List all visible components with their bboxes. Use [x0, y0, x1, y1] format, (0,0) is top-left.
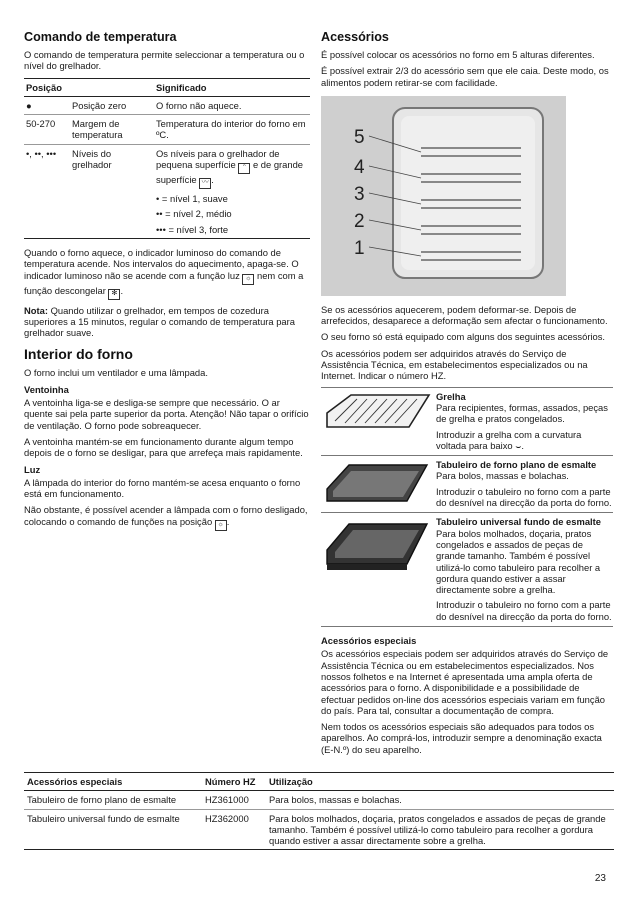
heading-accessories: Acessórios	[321, 30, 389, 44]
accessory-note: Introduzir a grelha com a curvatura voltada para baixo ⌣.	[436, 428, 582, 451]
accessory-desc: Para bolos, massas e bolachas.	[436, 470, 569, 482]
level-label: 3	[354, 183, 365, 205]
header-accessory: Acessórios especiais	[24, 773, 202, 791]
heading-temperature-control: Comando de temperatura	[24, 30, 177, 44]
cell-usage: Para bolos, massas e bolachas.	[266, 791, 614, 809]
table-header-row	[24, 773, 614, 791]
grill-level-3: ••• = nível 3, forte	[156, 223, 229, 235]
cell-name: Níveis do grelhador	[70, 144, 154, 238]
temperature-table	[24, 78, 310, 239]
cell-desc: O forno não aquece.	[154, 96, 310, 114]
cell-desc: Os níveis para o grelhador de pequena superfície ᵔ e de grande superfície 〰 . • = nível 1, suave •• = nível 2, médio ••• = nível 3, forte	[154, 144, 310, 238]
header-meaning: Significado	[154, 78, 310, 96]
cell-usage: Para bolos molhados, doçaria, pratos congelados e assados de peças de grande tamanho. Também é possível utilizá-lo como tabuleiro para recolher a gordura quando estiver a assar directamente sobre a grelha.	[266, 809, 614, 850]
paragraph-special-2: Nem todos os acessórios especiais são adequados para todos os aparelhos. Ao comprá-los, introduzir sempre a denominação exacta (E-N.º) do seu aparelho.	[321, 721, 602, 755]
oven-levels-diagram	[321, 96, 566, 296]
accessory-desc: Para recipientes, formas, assados, peças de grelha e pratos congelados.	[436, 401, 608, 425]
indicator-text-a: Quando o forno aquece, o indicador luminoso do comando de temperatura acende. Nos intervalos do aquecimento, apaga-se. O indicador luminoso não se acende com a função luz	[24, 246, 299, 281]
heading-fan: Ventoinha	[24, 383, 69, 395]
grill-large-icon: 〰	[199, 178, 211, 189]
curvature-icon: ⌣	[515, 439, 522, 451]
accessory-name: Tabuleiro de forno plano de esmalte	[436, 459, 597, 471]
grill-desc-b: e de grande superfície	[156, 159, 304, 186]
paragraph-acc-4: O seu forno só está equipado com alguns dos seguintes acessórios.	[321, 331, 606, 343]
table-row	[24, 115, 310, 145]
heading-light: Luz	[24, 463, 41, 475]
paragraph-note	[24, 305, 310, 339]
paragraph-acc-5: Os acessórios podem ser adquiridos através do Serviço de Assistência Técnica, em estabelecimentos especializados ou na Internet. Indicar o número HZ.	[321, 347, 588, 382]
paragraph-acc-1: É possível colocar os acessórios no forno em 5 alturas diferentes.	[321, 49, 595, 60]
level-label: 4	[354, 156, 365, 178]
lamp-position-icon: ☼	[215, 520, 227, 531]
cell-hz: HZ361000	[202, 791, 266, 809]
accessory-name: Tabuleiro universal fundo de esmalte	[436, 516, 601, 528]
list-item	[321, 455, 613, 512]
accessory-name: Grelha	[436, 390, 466, 402]
heading-special-accessories: Acessórios especiais	[321, 635, 417, 647]
level-label: 5	[354, 126, 365, 148]
note-text: Quando utilizar o grelhador, em tempos de cozedura superiores a 15 minutos, regular o comando de temperatura para grelhador suave.	[24, 304, 295, 339]
grill-level-2: •• = nível 2, médio	[156, 208, 232, 220]
cell-hz: HZ362000	[202, 809, 266, 850]
paragraph-fan-2: A ventoinha mantém-se em funcionamento durante algum tempo depois de o forno se desligar, para que arrefeça mais rapidamente.	[24, 435, 303, 459]
accessory-desc: Para bolos molhados, doçaria, pratos congelados e assados de peças de grande tamanho. Também é possível utilizá-lo como tabuleiro para recolher a gordura quando estiver a assar directamente sobre a grelha.	[436, 527, 601, 596]
cell-desc: Temperatura do interior do forno em ºC.	[154, 115, 310, 145]
cell-symbol: 50-270	[24, 115, 70, 145]
paragraph-fan-1: A ventoinha liga-se e desliga-se sempre que necessário. O ar quente sai pela parte superior da porta. Atenção! Não tapar o orifício de ventilação. O forno pode sobreaquecer.	[24, 397, 309, 431]
table-header-row	[24, 78, 310, 96]
cell-symbol: ●	[24, 96, 70, 114]
list-item	[321, 512, 613, 627]
paragraph-interior: O forno inclui um ventilador e uma lâmpada.	[24, 367, 208, 379]
header-position: Posição	[24, 78, 154, 96]
light-icon: ☼	[242, 274, 254, 285]
cell-accessory: Tabuleiro de forno plano de esmalte	[24, 791, 202, 809]
cell-symbol: •, ••, •••	[24, 144, 70, 238]
paragraph-acc-3: Se os acessórios aquecerem, podem deformar-se. Depois de arrefecidos, desaparece a deformação sem afectar o funcionamento.	[321, 303, 608, 327]
left-column	[24, 30, 310, 536]
deep-tray-image	[321, 516, 433, 576]
header-usage: Utilização	[266, 773, 614, 791]
level-numbers	[354, 127, 365, 259]
page-number: 23	[594, 873, 606, 884]
table-row	[24, 809, 614, 850]
table-row	[24, 96, 310, 114]
level-label: 1	[354, 237, 365, 259]
paragraph-acc-2: É possível extrair 2/3 do acessório sem que ele caia. Deste modo, os alimentos podem retirar-se com facilidade.	[321, 65, 609, 88]
header-hz-number: Número HZ	[202, 773, 266, 791]
accessory-note: Introduzir o tabuleiro no forno com a parte do desnível na direcção da porta do forno.	[436, 599, 612, 622]
cell-name: Margem de temperatura	[70, 115, 154, 145]
table-row	[24, 144, 310, 238]
accessory-list	[321, 387, 613, 627]
defrost-icon: ✻	[108, 289, 120, 300]
heading-oven-interior: Interior do forno	[24, 346, 133, 363]
right-column	[321, 30, 613, 760]
grill-small-icon: ᵔ	[238, 163, 250, 174]
level-label: 2	[354, 210, 365, 232]
light-text: Não obstante, é possível acender a lâmpada com o forno desligado, colocando o comando de funções na posição	[24, 504, 308, 527]
wire-rack-image	[321, 391, 433, 435]
grill-level-1: • = nível 1, suave	[156, 193, 228, 205]
cell-accessory: Tabuleiro universal fundo de esmalte	[24, 809, 202, 850]
paragraph-light-1: A lâmpada do interior do forno mantém-se acesa enquanto o forno está em funcionamento.	[24, 476, 301, 500]
table-row	[24, 791, 614, 809]
paragraph-special-1: Os acessórios especiais podem ser adquiridos através do Serviço de Assistência Técnica ou em estabelecimentos especializados. Nos nossos folhetos e na Internet é apresentada uma ampla oferta de acessórios para o forno. A disponibilidade e a possibilidade de efectuar pedidos on-line dos acessórios especiais variam em função do país. Para tal, consultar a documentação de compra.	[321, 648, 609, 716]
flat-tray-image	[321, 459, 433, 509]
paragraph-temperature-intro: O comando de temperatura permite seleccionar a temperatura ou o nível do grelhador.	[24, 49, 305, 72]
grill-desc-a: Os níveis para o grelhador de pequena superfície	[156, 147, 280, 171]
accessory-note-text: Introduzir a grelha com a curvatura voltada para baixo	[436, 428, 582, 451]
cell-name: Posição zero	[70, 96, 154, 114]
indicator-text-b: nem com a função descongelar	[24, 269, 304, 296]
accessory-note: Introduzir o tabuleiro no forno com a parte do desnível na direcção da porta do forno.	[436, 485, 612, 509]
special-accessories-table	[24, 772, 614, 850]
paragraph-light-2: Não obstante, é possível acender a lâmpada com o forno desligado, colocando o comando de funções na posição ☼ .	[24, 504, 310, 530]
list-item	[321, 387, 613, 455]
oven-inner	[401, 116, 535, 270]
paragraph-indicator: Quando o forno aquece, o indicador luminoso do comando de temperatura acende. Nos intervalos do aquecimento, apaga-se. O indicador luminoso não se acende com a função luz ☼ nem com a função descongelar ✻ .	[24, 247, 310, 300]
note-label: Nota:	[24, 304, 48, 316]
